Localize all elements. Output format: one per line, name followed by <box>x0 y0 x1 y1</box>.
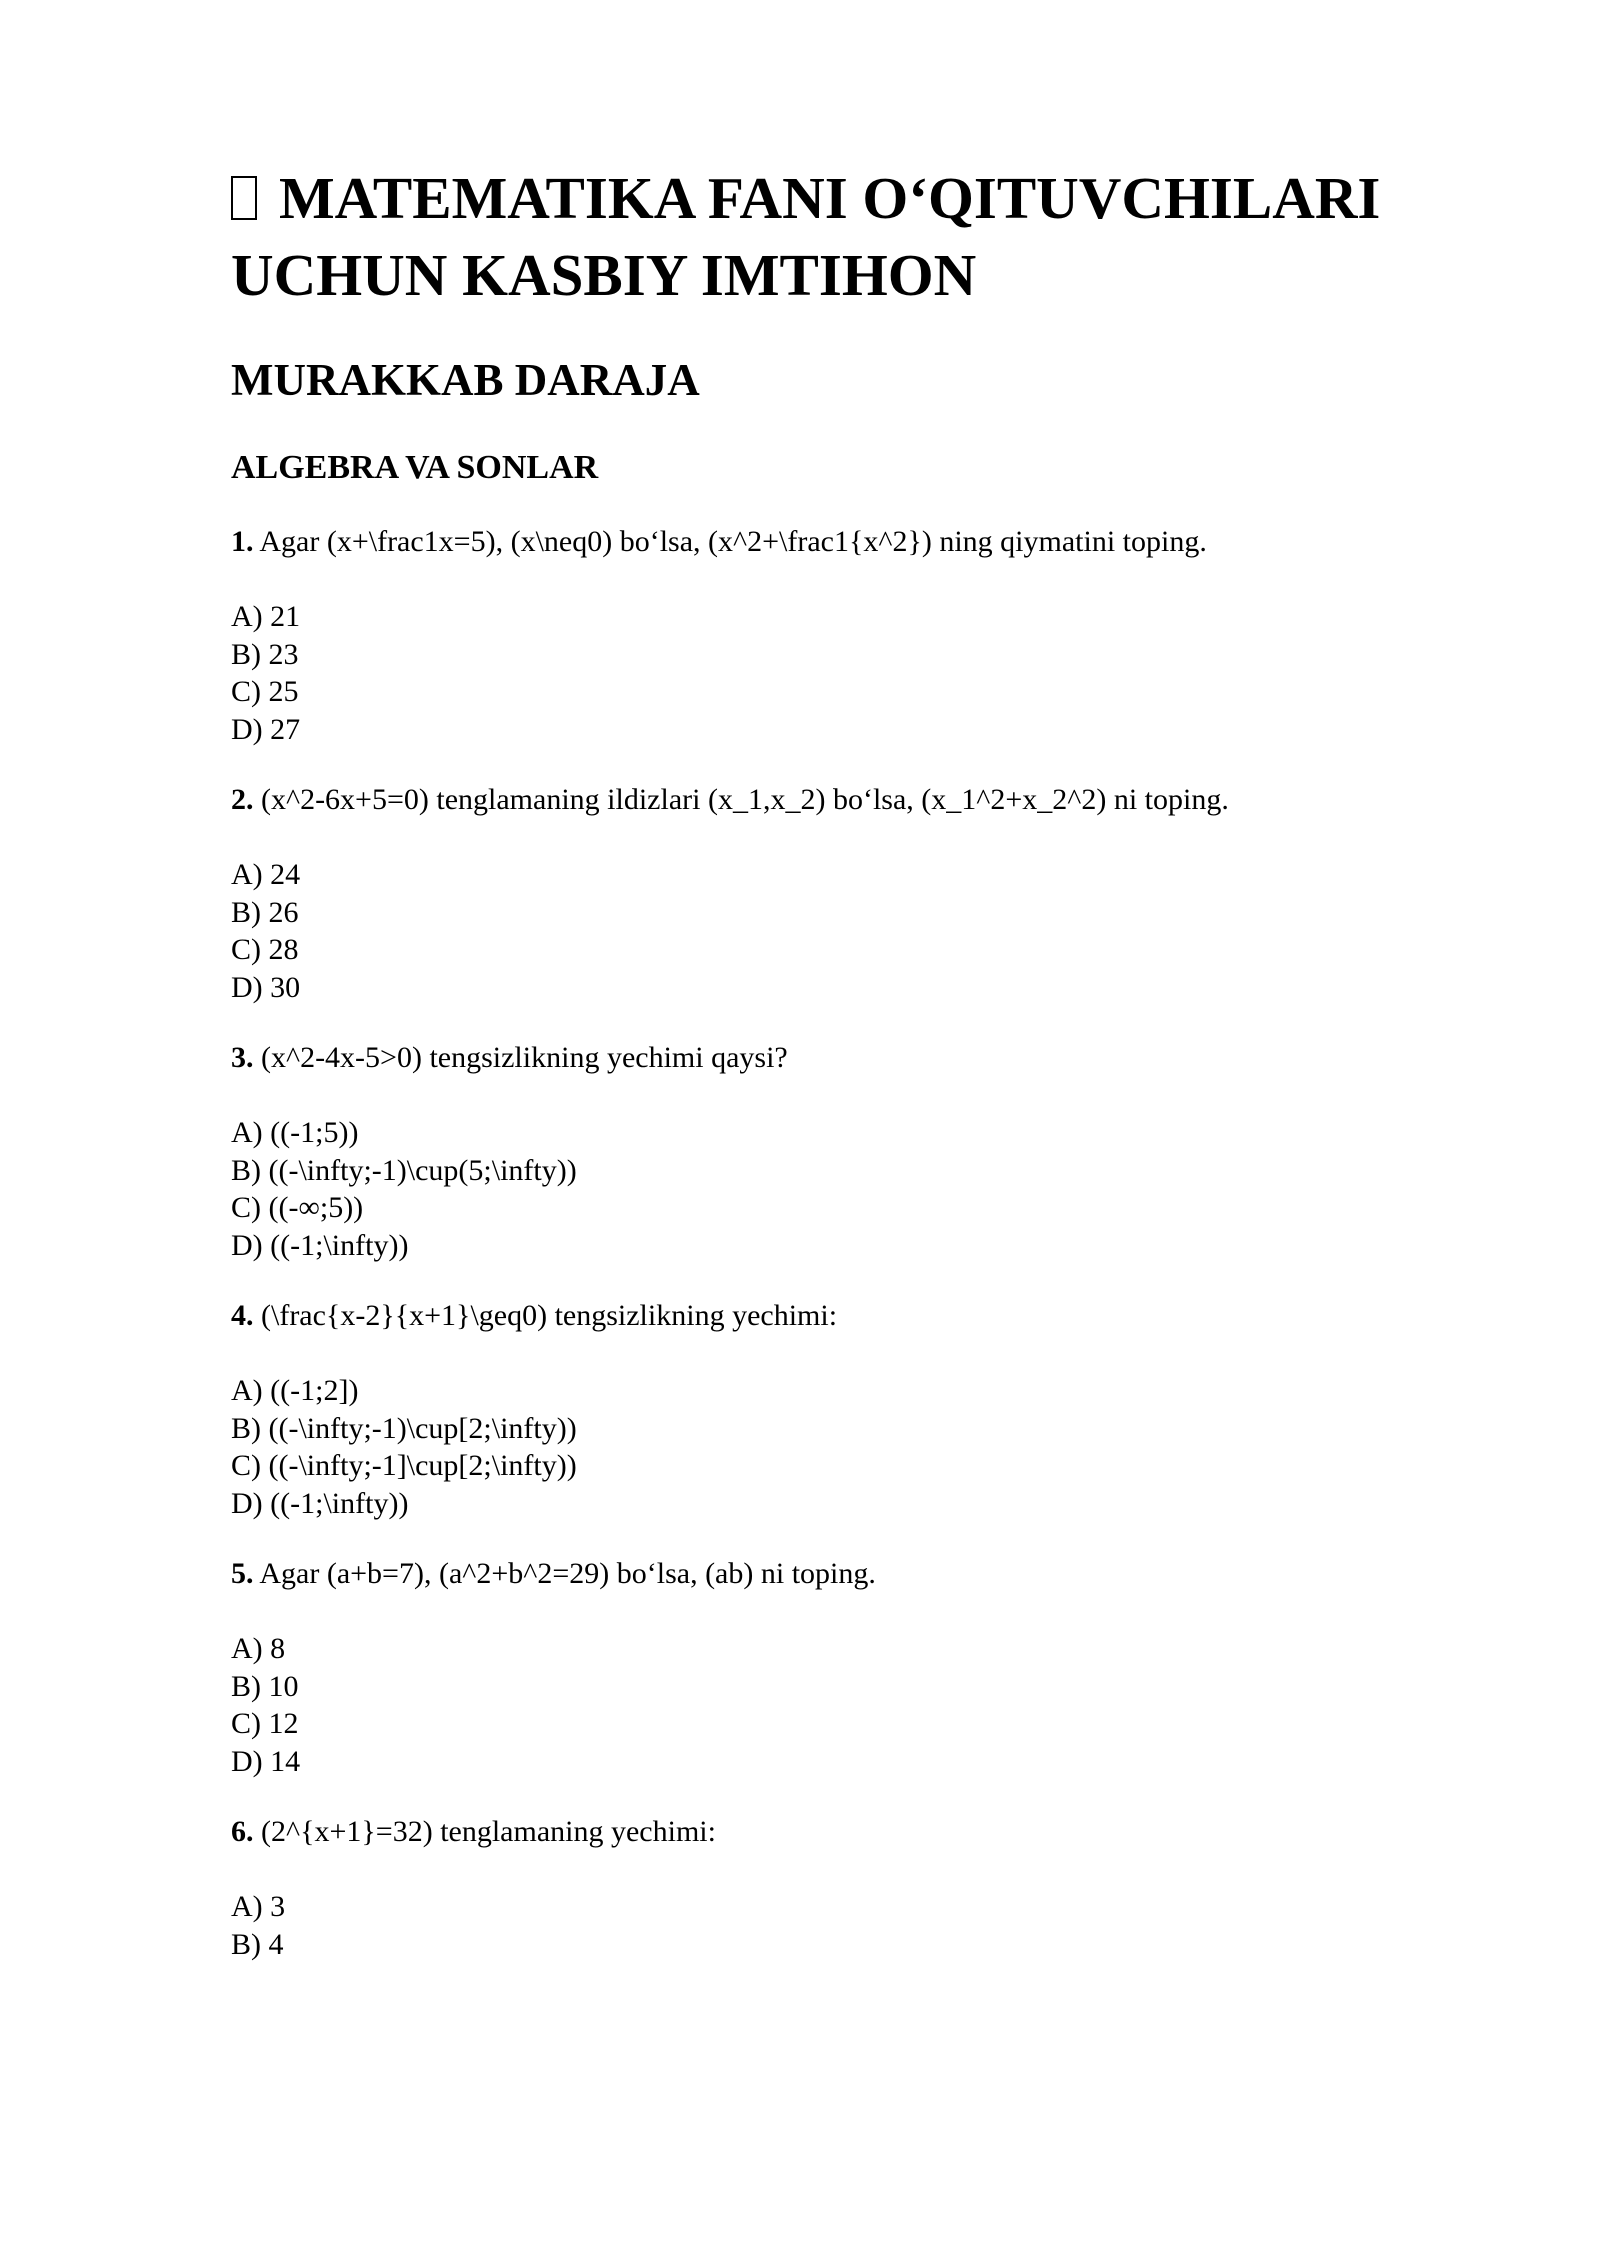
question-body: (\frac{x-2}{x+1}\geq0) tengsizlikning yechimi: <box>261 1299 838 1332</box>
question-number: 1. <box>231 525 254 558</box>
question-6 <box>231 1813 1391 1963</box>
question-body: (2^{x+1}=32) tenglamaning yechimi: <box>261 1815 716 1848</box>
answer-option: B) ((-\infty;-1)\cup(5;\infty)) <box>231 1153 577 1187</box>
answer-option: B) ((-\infty;-1)\cup[2;\infty)) <box>231 1411 577 1445</box>
question-text <box>231 1039 1391 1077</box>
answer-option: B) 26 <box>231 895 299 929</box>
answer-options <box>231 856 1391 1006</box>
question-body: Agar (a+b=7), (a^2+b^2=29) bo‘lsa, (ab) ni toping. <box>259 1557 876 1590</box>
answer-options <box>231 1630 1391 1780</box>
answer-options <box>231 598 1391 748</box>
answer-option: A) 21 <box>231 600 301 633</box>
answer-option: D) ((-1;\infty)) <box>231 1228 409 1262</box>
answer-option: D) 30 <box>231 970 301 1004</box>
missing-glyph-icon <box>231 176 257 220</box>
answer-option: B) 10 <box>231 1669 299 1703</box>
answer-options <box>231 1888 1391 1963</box>
answer-option: A) 8 <box>231 1632 286 1665</box>
answer-options <box>231 1372 1391 1522</box>
question-number: 3. <box>231 1041 254 1074</box>
question-body: (x^2-4x-5>0) tengsizlikning yechimi qaysi? <box>261 1041 788 1074</box>
answer-option: C) ((-\infty;-1]\cup[2;\infty)) <box>231 1449 577 1482</box>
question-number: 5. <box>231 1557 254 1590</box>
question-text <box>231 1555 1391 1593</box>
answer-option: C) ((-∞;5)) <box>231 1191 364 1224</box>
answer-option: A) 24 <box>231 858 301 891</box>
answer-option: C) 12 <box>231 1707 299 1740</box>
answer-option: C) 25 <box>231 675 299 708</box>
difficulty-level-heading: MURAKKAB DARAJA <box>231 355 700 405</box>
answer-option: D) ((-1;\infty)) <box>231 1486 409 1520</box>
answer-options <box>231 1114 1391 1264</box>
answer-option: C) 28 <box>231 933 299 966</box>
question-4 <box>231 1297 1391 1522</box>
question-text <box>231 1813 1391 1851</box>
question-text <box>231 1297 1391 1335</box>
question-body: Agar (x+\frac1x=5), (x\neq0) bo‘lsa, (x^2+\frac1{x^2}) ning qiymatini toping. <box>259 525 1207 558</box>
question-2 <box>231 781 1391 1006</box>
answer-option: A) ((-1;2]) <box>231 1374 359 1407</box>
question-list <box>231 523 1391 1963</box>
answer-option: B) 23 <box>231 637 299 671</box>
question-3 <box>231 1039 1391 1264</box>
answer-option: A) 3 <box>231 1890 286 1923</box>
question-text <box>231 523 1391 561</box>
answer-option: D) 27 <box>231 712 301 746</box>
question-number: 4. <box>231 1299 254 1332</box>
document-page <box>231 160 1391 1963</box>
answer-option: B) 4 <box>231 1927 284 1961</box>
question-number: 2. <box>231 783 254 816</box>
document-title <box>231 160 1391 314</box>
answer-option: A) ((-1;5)) <box>231 1116 359 1149</box>
document-title-text: MATEMATIKA FANI O‘QITUVCHILARI UCHUN KASBIY IMTIHON <box>231 165 1381 308</box>
question-1 <box>231 523 1391 748</box>
question-5 <box>231 1555 1391 1780</box>
question-text <box>231 781 1391 819</box>
answer-option: D) 14 <box>231 1744 301 1778</box>
question-number: 6. <box>231 1815 254 1848</box>
question-body: (x^2-6x+5=0) tenglamaning ildizlari (x_1,x_2) bo‘lsa, (x_1^2+x_2^2) ni toping. <box>261 783 1229 816</box>
section-heading: ALGEBRA VA SONLAR <box>231 449 599 486</box>
